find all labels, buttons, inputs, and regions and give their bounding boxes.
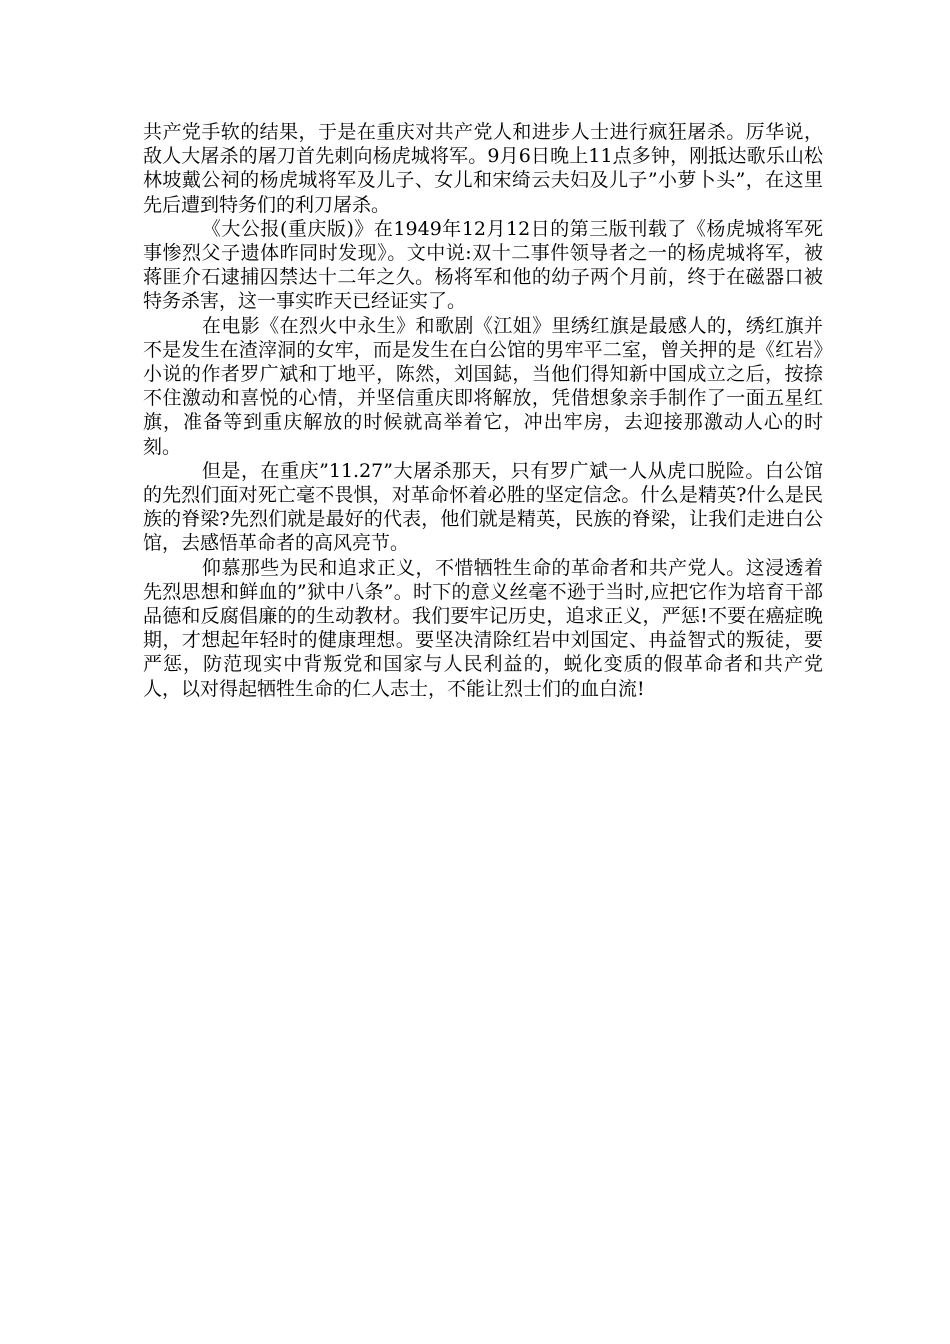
paragraph-3: 在电影《在烈火中永生》和歌剧《江姐》里绣红旗是最感人的，绣红旗并不是发生在渣滓洞的女牢，而是发生在白公馆的男牢平二室，曾关押的是《红岩》小说的作者罗广斌和丁地平，陈然，刘国鋕，当他们得知新中国成立之后，按捺不住激动和喜悦的心情，并坚信重庆即将解放，凭借想象亲手制作了一面五星红旗，准备等到重庆解放的时候就高举着它，冲出牢房，去迎接那激动人心的时刻。 [143, 314, 823, 458]
paragraph-4: 但是，在重庆”11.27”大屠杀那天，只有罗广斌一人从虎口脱险。白公馆的先烈们面对死亡毫不畏惧，对革命怀着必胜的坚定信念。什么是精英?什么是民族的脊梁?先烈们就是最好的代表，他们就是精英，民族的脊梁，让我们走进白公馆，去感悟革命者的高风亮节。 [143, 459, 823, 555]
article-body [143, 120, 823, 701]
paragraph-5: 仰慕那些为民和追求正义，不惜牺牲生命的革命者和共产党人。这浸透着先烈思想和鲜血的”狱中八条”。时下的意义丝毫不逊于当时,应把它作为培育干部品德和反腐倡廉的的生动教材。我们要牢记历史，追求正义，严惩!不要在癌症晚期，才想起年轻时的健康理想。要坚决清除红岩中刘国定、冉益智式的叛徒，要严惩，防范现实中背叛党和国家与人民利益的，蜕化变质的假革命者和共产党人，以对得起牺牲生命的仁人志士，不能让烈士们的血白流! [143, 556, 823, 700]
paragraph-2: 《大公报(重庆版)》在1949年12月12日的第三版刊载了《杨虎城将军死事惨烈父子遗体昨同时发现》。文中说:双十二事件领导者之一的杨虎城将军，被蒋匪介石逮捕囚禁达十二年之久。杨将军和他的幼子两个月前，终于在磁器口被特务杀害，这一事实昨天已经证实了。 [143, 217, 823, 313]
paragraph-1: 共产党手软的结果，于是在重庆对共产党人和进步人士进行疯狂屠杀。厉华说，敌人大屠杀的屠刀首先刺向杨虎城将军。9月6日晚上11点多钟，刚抵达歌乐山松林坡戴公祠的杨虎城将军及儿子、女儿和宋绮云夫妇及儿子”小萝卜头”，在这里先后遭到特务们的利刀屠杀。 [143, 121, 823, 216]
